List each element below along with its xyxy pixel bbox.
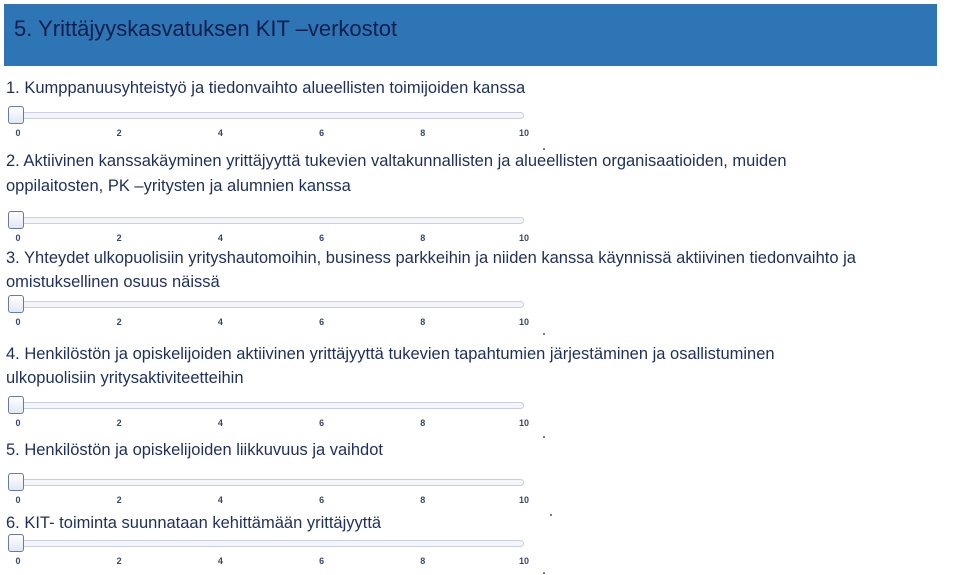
title-bar (4, 4, 937, 66)
decorative-dot (543, 436, 545, 438)
slider-thumb[interactable] (8, 473, 24, 491)
slider-track[interactable] (18, 217, 524, 224)
tick-label: 8 (420, 233, 426, 243)
tick-label: 10 (518, 317, 530, 327)
slider-thumb[interactable] (8, 396, 24, 414)
rating-slider-3[interactable] (4, 295, 534, 329)
decorative-dot (543, 572, 545, 574)
question-2-text-line-2: oppilaitosten, PK –yritysten ja alumnien kanssa (6, 177, 351, 195)
tick-label: 10 (518, 233, 530, 243)
tick-label: 0 (15, 317, 21, 327)
rating-slider-4[interactable] (4, 396, 534, 430)
slider-thumb[interactable] (8, 534, 24, 552)
tick-label: 8 (420, 317, 426, 327)
slider-thumb[interactable] (8, 106, 24, 124)
slider-track[interactable] (18, 112, 524, 119)
decorative-dot (543, 333, 545, 335)
tick-label: 10 (518, 495, 530, 505)
slider-thumb[interactable] (8, 295, 24, 313)
decorative-dot (550, 514, 552, 516)
tick-label: 2 (116, 128, 122, 138)
tick-label: 4 (217, 317, 223, 327)
rating-slider-5[interactable] (4, 473, 534, 507)
tick-label: 6 (319, 233, 325, 243)
tick-label: 4 (217, 556, 223, 566)
rating-slider-6[interactable] (4, 534, 534, 568)
tick-label: 0 (15, 128, 21, 138)
slider-thumb[interactable] (8, 211, 24, 229)
rating-slider-2[interactable] (4, 211, 534, 245)
tick-label: 0 (15, 556, 21, 566)
tick-label: 4 (217, 233, 223, 243)
tick-label: 0 (15, 418, 21, 428)
tick-label: 0 (15, 495, 21, 505)
tick-label: 10 (518, 556, 530, 566)
tick-label: 8 (420, 556, 426, 566)
slider-ticks (4, 494, 534, 506)
tick-label: 6 (319, 495, 325, 505)
slider-track[interactable] (18, 540, 524, 547)
tick-label: 8 (420, 128, 426, 138)
slider-ticks (4, 316, 534, 328)
question-4-text-line-2: ulkopuolisiin yritysaktiviteetteihin (6, 369, 244, 387)
slider-ticks (4, 555, 534, 567)
decorative-dot (543, 148, 545, 150)
tick-label: 6 (319, 556, 325, 566)
question-6-text: 6. KIT- toiminta suunnataan kehittämään yrittäjyyttä (6, 514, 382, 532)
tick-label: 2 (116, 233, 122, 243)
tick-label: 6 (319, 128, 325, 138)
tick-label: 2 (116, 317, 122, 327)
tick-label: 2 (116, 556, 122, 566)
tick-label: 10 (518, 418, 530, 428)
tick-label: 4 (217, 495, 223, 505)
question-2-text-line-1: 2. Aktiivinen kanssakäyminen yrittäjyyttä tukevien valtakunnallisten ja alueellisten organisaatioiden, muiden (6, 152, 787, 170)
tick-label: 0 (15, 233, 21, 243)
question-5-text: 5. Henkilöstön ja opiskelijoiden liikkuvuus ja vaihdot (6, 441, 383, 459)
tick-label: 2 (116, 418, 122, 428)
slider-ticks (4, 417, 534, 429)
page-title: 5. Yrittäjyyskasvatuksen KIT –verkostot (14, 16, 398, 41)
tick-label: 6 (319, 418, 325, 428)
question-1-text: 1. Kumppanuusyhteistyö ja tiedonvaihto alueellisten toimijoiden kanssa (6, 79, 526, 97)
tick-label: 8 (420, 418, 426, 428)
question-3-text-line-1: 3. Yhteydet ulkopuolisiin yrityshautomoihin, business parkkeihin ja niiden kanssa käynnissä aktiivinen tiedonvaihto ja (6, 249, 856, 267)
tick-label: 4 (217, 418, 223, 428)
slider-track[interactable] (18, 402, 524, 409)
tick-label: 6 (319, 317, 325, 327)
slider-ticks (4, 127, 534, 139)
tick-label: 4 (217, 128, 223, 138)
slider-track[interactable] (18, 479, 524, 486)
tick-label: 2 (116, 495, 122, 505)
slider-track[interactable] (18, 301, 524, 308)
question-4-text-line-1: 4. Henkilöstön ja opiskelijoiden aktiivinen yrittäjyyttä tukevien tapahtumien järjestäminen ja osallistuminen (6, 345, 775, 363)
slider-ticks (4, 232, 534, 244)
tick-label: 8 (420, 495, 426, 505)
rating-slider-1[interactable] (4, 106, 534, 140)
question-3-text-line-2: omistuksellinen osuus näissä (6, 273, 220, 291)
tick-label: 10 (518, 128, 530, 138)
